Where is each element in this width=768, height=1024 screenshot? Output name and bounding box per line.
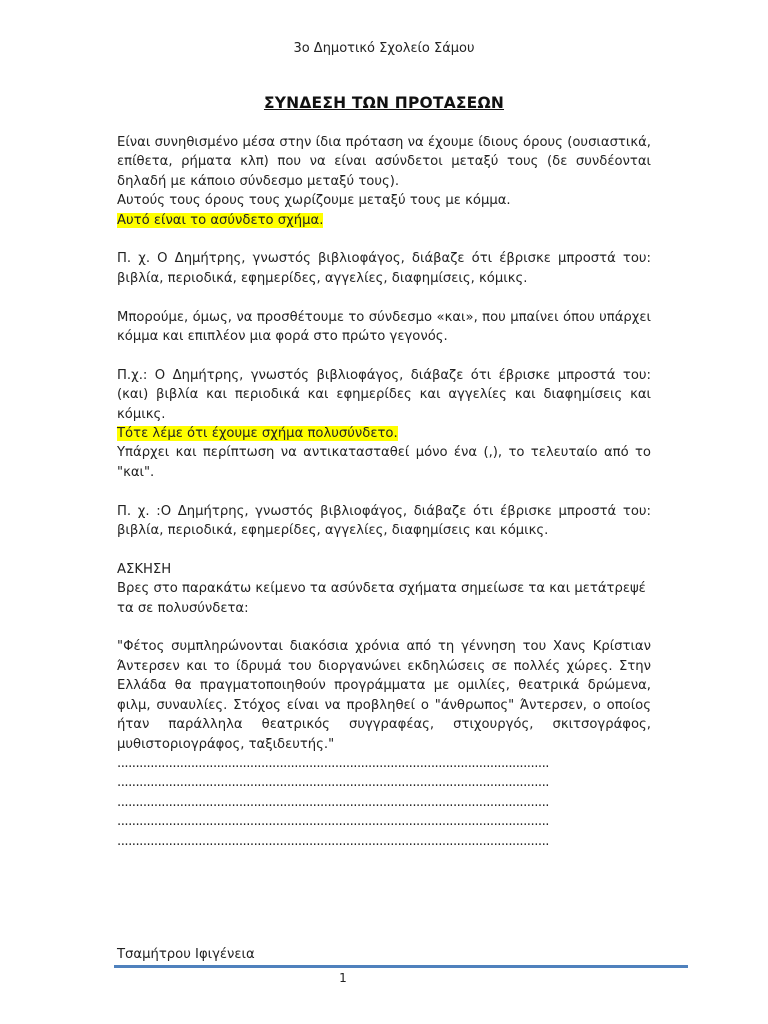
answer-line: .....................................................................................................................	[117, 833, 549, 849]
highlighted-text: Αυτό είναι το ασύνδετο σχήμα.	[117, 212, 324, 228]
explanation-paragraph: Μπορούμε, όμως, να προσθέτουμε το σύνδεσμο «και», που μπαίνει όπου υπάρχει κόμμα και επιπλέον μια φορά στο πρώτο γεγονός.	[117, 309, 651, 345]
example-paragraph: Π. χ. :Ο Δημήτρης, γνωστός βιβλιοφάγος, διάβαζε ότι έβρισκε μπροστά του: βιβλία, περιοδικά, εφημερίδες, αγγελίες, διαφημίσεις και κόμικς.	[117, 503, 651, 539]
document-body	[117, 133, 651, 851]
page-title: ΣΥΝΔΕΣΗ ΤΩΝ ΠΡΟΤΑΣΕΩΝ	[263, 94, 505, 112]
highlighted-text: Τότε λέμε ότι έχουμε σχήμα πολυσύνδετο.	[117, 426, 398, 442]
answer-line: .....................................................................................................................	[117, 814, 549, 830]
intro-paragraph: Είναι συνηθισμένο μέσα στην ίδια πρόταση να έχουμε ίδιους όρους (ουσιαστικά, επίθετα, ρήματα κλπ) που να είναι ασύνδετοι μεταξύ τους (δε συνδέονται δηλαδή με κάποιο σύνδεσμο μεταξύ τους).	[117, 135, 651, 189]
exercise-instruction: Βρες στο παρακάτω κείμενο τα ασύνδετα σχήματα σημείωσε τα και μετάτρεψέ τα σε πολυσύνδετα:	[117, 581, 646, 616]
exercise-heading: ΑΣΚΗΣΗ	[117, 561, 172, 577]
explanation-paragraph: Υπάρχει και περίπτωση να αντικατασταθεί μόνο ένα (,), το τελευταίο από το "και".	[117, 445, 651, 480]
page-header: 3ο Δημοτικό Σχολείο Σάμου	[293, 41, 475, 56]
footer-rule	[114, 965, 688, 968]
page-number: 1	[339, 971, 347, 985]
exercise-quote: "Φέτος συμπληρώνονται διακόσια χρόνια από τη γέννηση του Χανς Κρίστιαν Άντερσεν και το ίδρυμά του διοργανώνει εκδηλώσεις σε πολλές χώρες. Στην Ελλάδα θα πραγματοποιηθούν προγράμματα με ομιλίες, θεατρικά δρώμενα, φιλμ, συναυλίες. Στόχος είναι να προβληθεί ο "άνθρωπος" Άντερσεν, ο οποίος ήταν παράλληλα θεατρικός συγγραφέας, στιχουργός, σκιτσογράφος, μυθιστοριογράφος, ταξιδευτής."	[117, 639, 651, 752]
answer-line: .....................................................................................................................	[117, 775, 549, 791]
asyndeton-definition	[117, 211, 651, 230]
author-name: Τσαμήτρου Ιφιγένεια	[117, 947, 255, 962]
example-paragraph-polysyndeton: Π.χ.: Ο Δημήτρης, γνωστός βιβλιοφάγος, διάβαζε ότι έβρισκε μπροστά του: (και) βιβλία και περιοδικά και εφημερίδες και αγγελίες και διαφημίσεις και κόμικς.	[117, 367, 651, 422]
answer-line: .....................................................................................................................	[117, 755, 549, 771]
polysyndeton-definition	[117, 424, 651, 443]
answer-line: .....................................................................................................................	[117, 794, 549, 810]
intro-paragraph-continued: Αυτούς τους όρους τους χωρίζουμε μεταξύ τους με κόμμα.	[117, 193, 511, 209]
example-paragraph: Π. χ. Ο Δημήτρης, γνωστός βιβλιοφάγος, διάβαζε ότι έβρισκε μπροστά του: βιβλία, περιοδικά, εφημερίδες, αγγελίες, διαφημίσεις, κόμικς.	[117, 251, 651, 286]
